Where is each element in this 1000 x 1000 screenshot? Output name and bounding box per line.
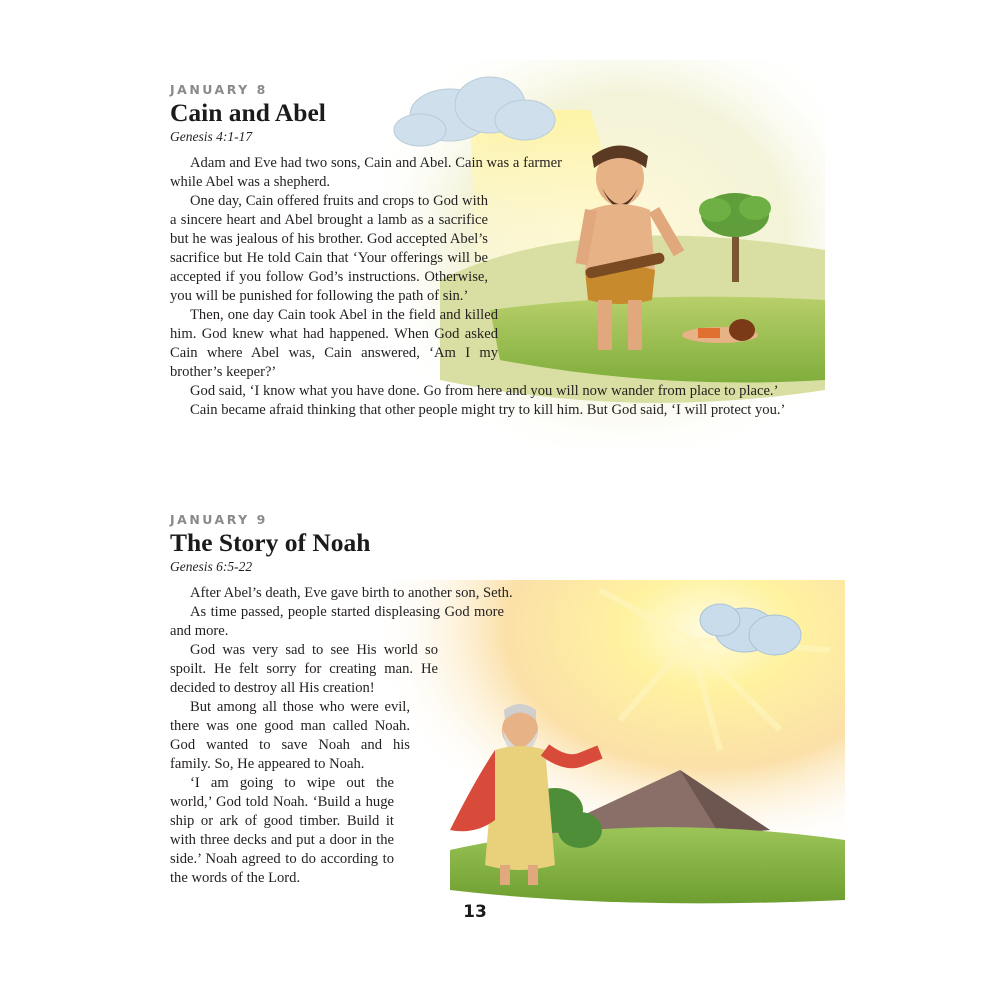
story-noah: [170, 512, 790, 888]
story-body: [170, 584, 790, 888]
story-cain-and-abel: [170, 82, 790, 420]
story-body: [170, 154, 790, 420]
page-number: 13: [463, 902, 487, 922]
story-date: JANUARY 9: [170, 512, 268, 527]
scripture-reference: Genesis 4:1-17: [170, 129, 253, 144]
paragraph: After Abel’s death, Eve gave birth to another son, Seth.: [190, 585, 513, 601]
paragraph: Adam and Eve had two sons, Cain and Abel. Cain was a farmer while Abel was a shepherd.: [170, 155, 562, 190]
paragraph: Cain became afraid thinking that other people might try to kill him. But God said, ‘I will protect you.’: [190, 402, 786, 418]
paragraph: God said, ‘I know what you have done. Go from here and you will now wander from place to place.’: [190, 383, 779, 399]
scripture-reference: Genesis 6:5-22: [170, 559, 253, 574]
story-date: JANUARY 8: [170, 82, 268, 97]
paragraph: God was very sad to see His world so spoilt. He felt sorry for creating man. He decided to destroy all His creation!: [170, 642, 438, 696]
paragraph: But among all those who were evil, there was one good man called Noah. God wanted to save Noah and his family. So, He appeared to Noah.: [170, 699, 410, 772]
paragraph: As time passed, people started displeasing God more and more.: [170, 604, 504, 639]
paragraph: ‘I am going to wipe out the world,’ God told Noah. ‘Build a huge ship or ark of good timber. Build it with three decks and put a door in the side.’ Noah agreed to do according to the words of the Lord.: [170, 775, 394, 886]
paragraph: One day, Cain offered fruits and crops to God with a sincere heart and Abel brought a lamb as a sacrifice but he was jealous of his brother. God accepted Abel’s sacrifice but He told Cain that ‘Your offerings will be accepted if you follow God’s instructions. Otherwise, you will be punished for following the path of sin.’: [170, 193, 488, 304]
story-title: The Story of Noah: [170, 528, 371, 557]
paragraph: Then, one day Cain took Abel in the field and killed him. God knew what had happened. When God asked Cain where Abel was, Cain answered, ‘Am I my brother’s keeper?’: [170, 307, 498, 380]
story-title: Cain and Abel: [170, 98, 326, 127]
